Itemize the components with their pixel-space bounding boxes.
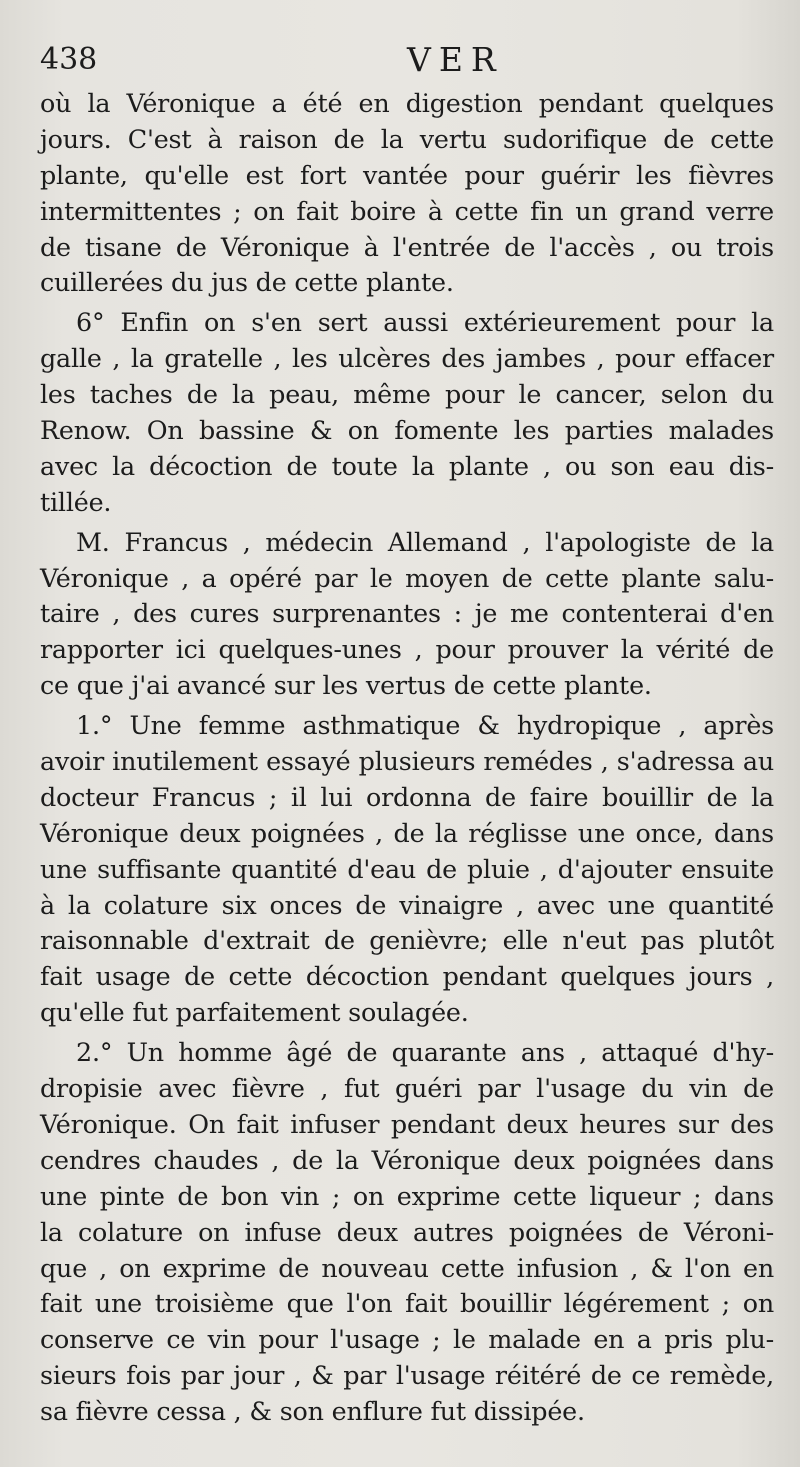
text-line: les taches de la peau, même pour le cancer, selon du — [40, 379, 774, 410]
text-line: sieurs fois par jour , & par l'usage réitéré de ce remède, — [40, 1360, 774, 1391]
text-line: où la Véronique a été en digestion pendant quelques — [40, 88, 774, 118]
text-line: avoir inutilement essayé plusieurs remédes , s'adressa au — [40, 746, 774, 777]
paragraph-external-use — [40, 305, 774, 520]
text-line: une pinte de bon vin ; on exprime cette liqueur ; dans — [40, 1180, 774, 1211]
page-header — [40, 42, 780, 82]
text-line: Véronique deux poignées , de la réglisse une once, dans — [40, 817, 774, 848]
text-line: de tisane de Véronique à l'entrée de l'accès , ou trois — [40, 231, 774, 262]
text-line: sa fièvre cessa , & son enflure fut dissipée. — [40, 1396, 585, 1427]
page-number: 438 — [40, 42, 98, 77]
text-line: Renow. On bassine & on fomente les parties malades — [40, 415, 774, 446]
paragraph-continuation — [40, 86, 774, 301]
text-line: une suffisante quantité d'eau de pluie , d'ajouter ensuite — [40, 853, 774, 884]
text-line: fait usage de cette décoction pendant quelques jours , — [40, 961, 774, 992]
text-line: intermittentes ; on fait boire à cette fin un grand verre — [40, 195, 774, 226]
text-line: galle , la gratelle , les ulcères des jambes , pour effacer — [40, 343, 774, 374]
text-line: fait une troisième que l'on fait bouillir légérement ; on — [40, 1288, 774, 1319]
paragraph-francus — [40, 525, 774, 704]
paragraph-case-two — [40, 1035, 774, 1430]
text-line: 6° Enfin on s'en sert aussi extérieurement pour la — [76, 307, 774, 338]
text-line: jours. C'est à raison de la vertu sudorifique de cette — [40, 123, 774, 154]
text-line: la colature on infuse deux autres poignées de Véroni- — [40, 1216, 774, 1247]
text-line: cuillerées du jus de cette plante. — [40, 267, 454, 298]
text-line: rapporter ici quelques-unes , pour prouver la vérité de — [40, 634, 774, 665]
text-line: cendres chaudes , de la Véronique deux poignées dans — [40, 1144, 774, 1175]
text-line: que , on exprime de nouveau cette infusion , & l'on en — [40, 1252, 774, 1283]
text-line: 1.° Une femme asthmatique & hydropique , après — [76, 710, 774, 741]
text-line: avec la décoction de toute la plante , ou son eau dis- — [40, 450, 774, 481]
text-line: à la colature six onces de vinaigre , avec une quantité — [40, 889, 774, 920]
text-line: plante, qu'elle est fort vantée pour guérir les fièvres — [40, 159, 774, 190]
text-line: M. Francus , médecin Allemand , l'apologiste de la — [76, 526, 774, 557]
text-line: ce que j'ai avancé sur les vertus de cette plante. — [40, 670, 652, 701]
text-line: 2.° Un homme âgé de quarante ans , attaqué d'hy- — [76, 1037, 774, 1068]
paragraph-case-one — [40, 708, 774, 1031]
text-line: docteur Francus ; il lui ordonna de faire bouillir de la — [40, 781, 774, 812]
text-line: Véronique , a opéré par le moyen de cette plante salu- — [40, 562, 774, 593]
text-line: Véronique. On fait infuser pendant deux heures sur des — [40, 1108, 774, 1139]
text-line: raisonnable d'extrait de genièvre; elle n'eut pas plutôt — [40, 925, 774, 956]
text-line: dropisie avec fièvre , fut guéri par l'usage du vin de — [40, 1073, 774, 1104]
text-line: taire , des cures surprenantes : je me contenterai d'en — [40, 598, 774, 629]
text-line: conserve ce vin pour l'usage ; le malade en a pris plu- — [40, 1324, 774, 1355]
running-head: VER — [407, 40, 504, 79]
text-line: tillée. — [40, 486, 112, 517]
text-line: qu'elle fut parfaitement soulagée. — [40, 997, 469, 1028]
body-text — [40, 86, 774, 1434]
